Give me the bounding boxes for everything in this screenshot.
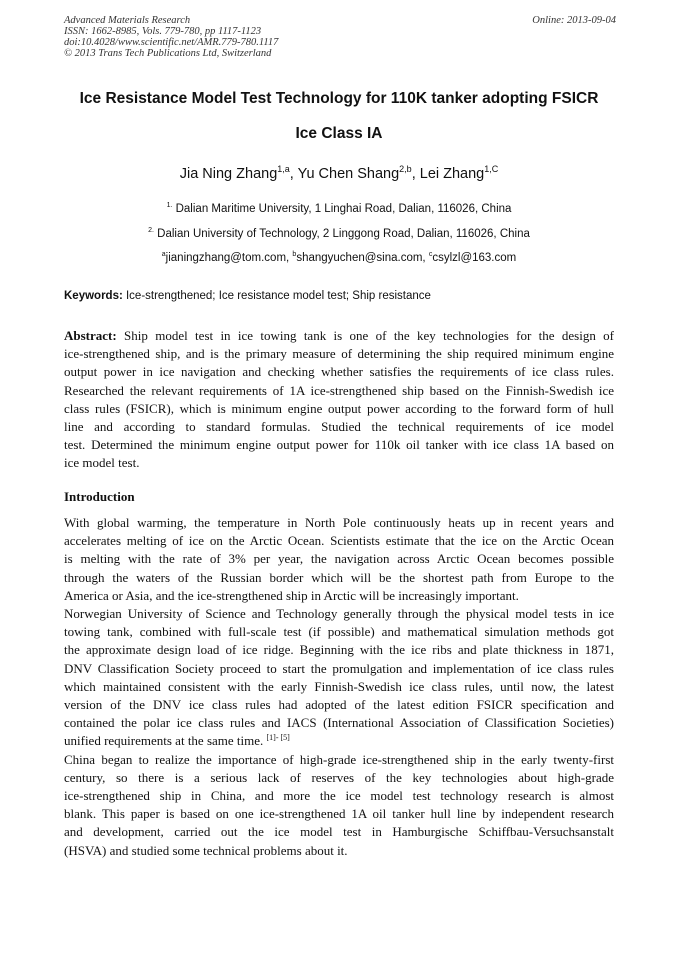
intro-line: China began to realize the importance of high-grade ice-strengthened ship in the early twenty-first — [64, 751, 614, 767]
author-superscript: 1,C — [484, 164, 499, 174]
affiliation-text: Dalian Maritime University, 1 Linghai Road, Dalian, 116026, China — [175, 203, 512, 215]
author-emails — [40, 252, 638, 264]
intro-line: the approximate design load of ice ridge. Beginning with the ice ribs and plate thickness in 1871, — [64, 642, 614, 658]
author-separator: , — [289, 166, 298, 182]
issn-line: ISSN: 1662-8985, Vols. 779-780, pp 1117-1123 — [64, 26, 262, 37]
introduction-heading: Introduction — [64, 489, 135, 504]
email-link: jianingzhang@tom.com, — [165, 252, 293, 264]
paper-title-line-1: Ice Resistance Model Test Technology for 110K tanker adopting FSICR — [79, 90, 599, 107]
keywords — [64, 290, 616, 302]
introduction-body — [64, 514, 614, 860]
intro-line: version of the DNV ice class rules had adopted of the latest edition FSICR specification and — [64, 697, 614, 713]
intro-line: century, so there is a serious lack of reserves of the key technologies about high-grade — [64, 769, 614, 785]
author-name: Yu Chen Shang — [297, 166, 400, 182]
affiliation-mark: 1. — [166, 202, 173, 209]
online-date: Online: 2013-09-04 — [532, 15, 616, 26]
abstract-line: Researched the relevant requirements of 1A ice-strengthened ship based on the Finnish-Swedish ice — [64, 382, 614, 398]
author-superscript: 2,b — [399, 164, 412, 174]
copyright-line: © 2013 Trans Tech Publications Ltd, Switzerland — [64, 48, 272, 59]
abstract-line: ice-strengthened ship, and is the primary measure of determining the ship required minimum engine — [64, 346, 614, 362]
abstract-line-text: Ship model test in ice towing tank is one of the key technologies for the design of — [116, 328, 614, 343]
intro-line: DNV Classification Society proceed to start the promulgation and implementation of ice class rules — [64, 660, 614, 676]
email-mark: b — [292, 251, 297, 258]
intro-line: With global warming, the temperature in North Pole continuously heats up in recent years and — [64, 515, 614, 530]
intro-line: and development, carried out the ice model test in Hamburgische Schiffbau-Versuchsanstalt — [64, 824, 614, 840]
intro-line: which maintained consistent with the early Finnish-Swedish ice class rules, until now, the latest — [64, 678, 614, 694]
abstract-line: output power in ice navigation and checking whether satisfies the requirements of ice class rules. — [64, 364, 614, 380]
affiliation-2 — [40, 228, 638, 240]
intro-line: Norwegian University of Science and Technology generally through the physical model tests in ice — [64, 606, 614, 622]
abstract-label: Abstract: — [64, 328, 117, 343]
abstract-line: test. Determined the minimum engine output power for 110k oil tanker with ice class 1A based on — [64, 437, 614, 453]
affiliation-mark: 2. — [148, 227, 154, 234]
citation-reference: [1]- [5] — [266, 733, 290, 743]
intro-line: ice-strengthened ship in China, and more the ice model test technology research is almost — [64, 788, 614, 804]
email-link: shangyuchen@sina.com, — [296, 252, 429, 264]
abstract — [64, 327, 614, 473]
email-mark: c — [428, 251, 433, 258]
author-superscript: 1,a — [277, 164, 290, 174]
author-name: Jia Ning Zhang — [179, 166, 278, 182]
keywords-text: Ice-strengthened; Ice resistance model test; Ship resistance — [122, 290, 431, 302]
author-name: Lei Zhang — [419, 166, 485, 182]
abstract-line: ice model test. — [64, 455, 140, 471]
email-link: csylzl@163.com — [432, 252, 517, 264]
intro-line: blank. This paper is based on one ice-strengthened 1A oil tanker hull line by independent research — [64, 806, 614, 822]
intro-line: (HSVA) and studied some technical problems about it. — [64, 842, 348, 858]
affiliation-1 — [40, 203, 638, 215]
intro-line: through the waters of the Russian border which will be the shortest path from Europe to the — [64, 569, 614, 585]
doi-line: doi:10.4028/www.scientific.net/AMR.779-780.1117 — [64, 37, 279, 48]
affiliation-text: Dalian University of Technology, 2 Linggong Road, Dalian, 116026, China — [157, 228, 530, 240]
paper-title-line-2: Ice Class IA — [295, 125, 383, 142]
abstract-line: class rules (FSICR), which is minimum engine output power according to the forward form of hull — [64, 400, 614, 416]
intro-line: accelerates melting of ice on the Arctic Ocean. Scientists estimate that the ice on the Arctic Ocean — [64, 533, 614, 549]
abstract-line — [64, 327, 614, 345]
intro-line-text: unified requirements at the same time. — [64, 733, 267, 749]
intro-line: is melting with the rate of 3% per year, the navigation across Arctic Ocean becomes possible — [64, 551, 614, 567]
keywords-label: Keywords: — [64, 290, 123, 302]
journal-name: Advanced Materials Research — [64, 15, 191, 26]
author-list — [40, 166, 638, 182]
intro-line: contained the polar ice class rules and IACS (International Association of Classification Societies) — [64, 715, 614, 731]
intro-line — [64, 732, 614, 750]
intro-line: towing tank, combined with full-scale test (if possible) and mathematical simulation methods got — [64, 624, 614, 640]
journal-header — [64, 15, 616, 59]
intro-line: America or Asia, and the ice-strengthened ship in Arctic will be increasingly important. — [64, 587, 519, 603]
abstract-line: line and according to standard formulas. Studied the technical requirements of ice model — [64, 419, 614, 435]
author-separator: , — [411, 166, 420, 182]
email-mark: a — [161, 251, 166, 258]
